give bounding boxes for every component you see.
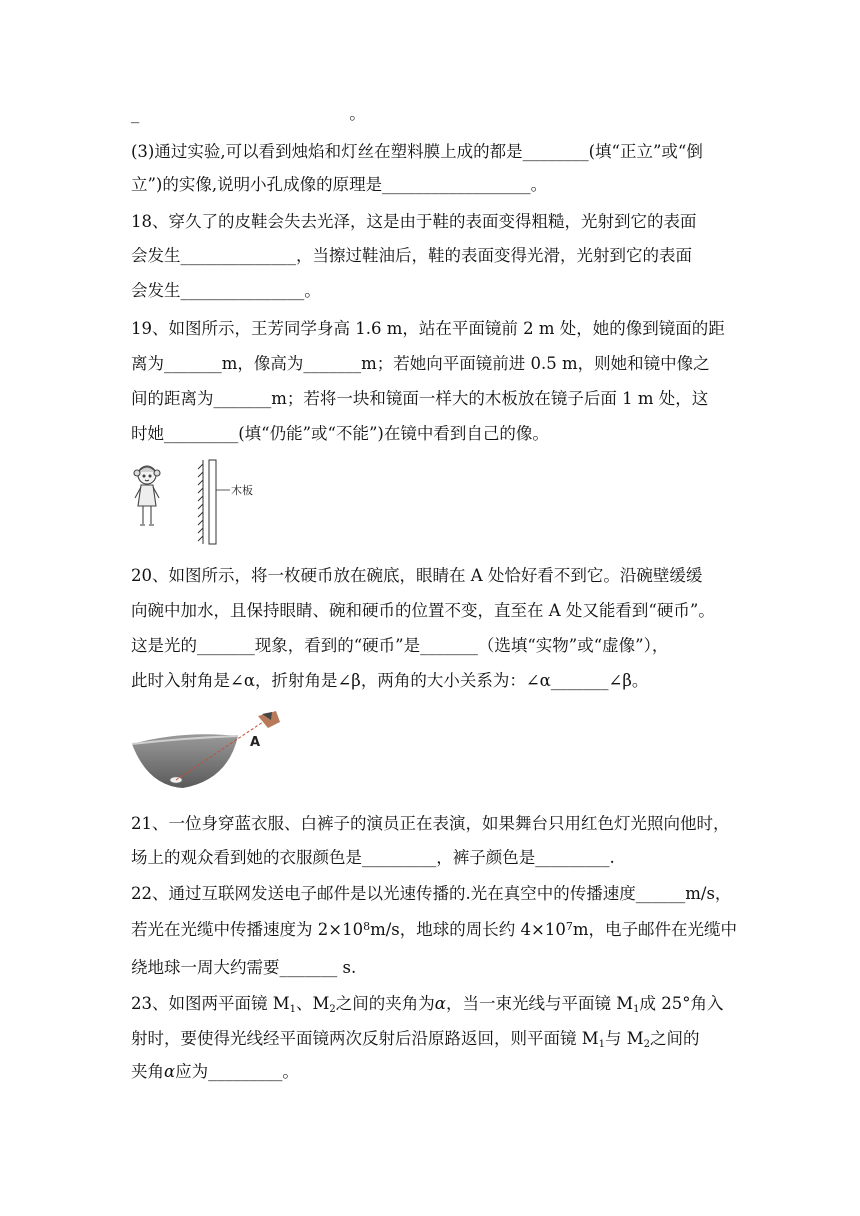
subscript-1c: 1: [598, 1039, 606, 1049]
question-18-line3: 会发生_______________。: [131, 281, 321, 300]
period-fragment: 。: [349, 104, 366, 123]
question-19-line1: 19、如图所示，王芳同学身高 1.6 m，站在平面镜前 2 m 处，她的像到镜面的距: [131, 319, 725, 338]
text-line-21: [131, 1062, 741, 1082]
question-19-line4: 时她_________(填“仍能”或“不能”)在镜中看到自己的像。: [131, 424, 549, 443]
question-22-line2-part1: 若光在光缆中传播速度为 2×10: [131, 920, 364, 939]
subscript-2: 2: [329, 1004, 336, 1014]
question-19-line2: 离为_______m，像高为_______m；若她向平面镜前进 0.5 m，则她和镜中像之: [131, 354, 710, 373]
text-line-17: [131, 920, 741, 940]
question-23-line1-part1: 23、如图两平面镜 M: [131, 994, 290, 1013]
question-23-line1-part5: 成 25°角入: [639, 994, 724, 1013]
text-line-18: [131, 958, 741, 978]
subscript-1: 1: [289, 1004, 297, 1014]
question-20-line2: 向碗中加水，且保持眼睛、碗和硬币的位置不变，直至在 A 处又能看到“硬币”。: [131, 601, 715, 620]
question-19-line3: 间的距离为_______m；若将一块和镜面一样大的木板放在镜子后面 1 m 处，这: [131, 389, 709, 408]
question-21-line1: 21、一位身穿蓝衣服、白裤子的演员正在表演，如果舞台只用红色灯光照向他时，: [131, 814, 730, 833]
exponent-7: 7: [565, 920, 573, 933]
point-a-label: A: [250, 735, 261, 750]
text-line-9: [131, 424, 741, 444]
alpha-symbol: α: [434, 994, 446, 1013]
text-line-19: [131, 994, 741, 1014]
girl-icon: [134, 466, 160, 525]
subscript-2b: 2: [643, 1039, 651, 1049]
girl-mirror-figure: [128, 458, 268, 548]
text-line-7: [131, 354, 741, 374]
bowl-coin-figure: [128, 708, 288, 793]
question-22-line1: 22、通过互联网发送电子邮件是以光速传播的.光在真空中的传播速度______m/s，: [131, 884, 732, 903]
question-23-line2-part1: 射时，要使得光线经平面镜两次反射后沿原路返回，则平面镜 M: [131, 1029, 599, 1048]
question-20-line1: 20、如图所示，将一枚硬币放在碗底，眼睛在 A 处恰好看不到它。沿碗壁缓缓: [131, 566, 703, 585]
question-20-line4: 此时入射角是∠α，折射角是∠β，两角的大小关系为：∠α_______∠β。: [131, 671, 649, 690]
text-line-2: [131, 175, 741, 195]
question-17-3-line1: (3)通过实验,可以看到烛焰和灯丝在塑料膜上成的都是________(填“正立”或“倒: [131, 142, 703, 161]
alpha-symbol-2: α: [164, 1062, 176, 1081]
question-23-line3-part1: 夹角: [131, 1062, 164, 1081]
question-22-line3: 绕地球一周大约需要_______ s.: [131, 958, 357, 977]
exponent-8: 8: [363, 920, 371, 933]
subscript-1b: 1: [633, 1004, 640, 1014]
text-line-1: [131, 142, 741, 162]
question-23-line3-part2: 应为_________。: [175, 1062, 299, 1081]
question-22-line2-part3: m，电子邮件在光缆中: [572, 920, 737, 939]
text-line-8: [131, 389, 741, 409]
question-17-3-line2: 立”)的实像,说明小孔成像的原理是__________________。: [131, 175, 548, 194]
question-20-line3: 这是光的_______现象，看到的“硬币”是_______（选填“实物”或“虚像”），: [131, 636, 669, 655]
question-22-line2-part2: m/s，地球的周长约 4×10: [370, 920, 566, 939]
question-18-line2: 会发生______________，当擦过鞋油后，鞋的表面变得光滑，光射到它的表面: [131, 246, 692, 265]
question-23-line1-part2: 、M: [296, 994, 330, 1013]
text-line-11: [131, 601, 741, 621]
text-line-6: [131, 319, 741, 339]
text-line-5: [131, 281, 741, 301]
text-line-0: [131, 104, 741, 124]
blank-fragment: _: [131, 104, 140, 123]
text-line-20: [131, 1029, 741, 1049]
text-line-14: [131, 814, 741, 834]
question-21-line2: 场上的观众看到她的衣服颜色是_________，裤子颜色是_________.: [131, 848, 615, 867]
question-23-line2-part3: 之间的: [650, 1029, 700, 1048]
mirror-icon: [198, 460, 203, 544]
question-23-line2-part2: 与 M: [605, 1029, 644, 1048]
wooden-board-shape: [209, 460, 216, 544]
text-line-10: [131, 566, 741, 586]
text-line-4: [131, 246, 741, 266]
text-line-13: [131, 671, 741, 691]
text-line-12: [131, 636, 741, 656]
question-23-line1-part4: ，当一束光线与平面镜 M: [445, 994, 634, 1013]
text-line-15: [131, 848, 741, 868]
text-line-16: [131, 884, 741, 904]
eye-icon: [258, 711, 280, 728]
question-23-line1-part3: 之间的夹角为: [335, 994, 435, 1013]
board-label: 木板: [231, 484, 253, 497]
question-18-line1: 18、穿久了的皮鞋会失去光泽，这是由于鞋的表面变得粗糙，光射到它的表面: [131, 212, 697, 231]
text-line-3: [131, 212, 741, 232]
